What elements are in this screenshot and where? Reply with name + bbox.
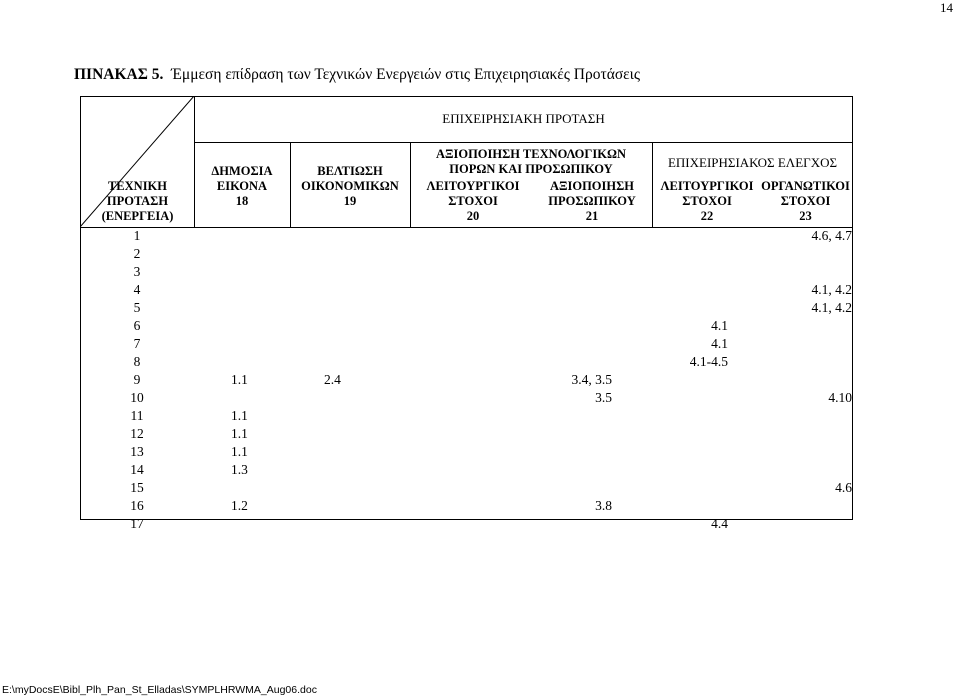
col-header-22 <box>652 179 762 224</box>
col-header-23-line-2: ΣΤΟΧΟΙ <box>780 194 831 208</box>
col-header-20 <box>410 179 536 224</box>
col-header-18-line-3: 18 <box>235 194 249 208</box>
cell-18: 1.3 <box>231 462 248 477</box>
footer-file-path: E:\myDocsE\Bibl_Plh_Pan_St_Elladas\SYMPLHRWMA_Aug06.doc <box>2 684 317 696</box>
row-number: 9 <box>133 372 141 387</box>
row-number: 5 <box>133 300 141 315</box>
cell-18: 1.1 <box>231 408 248 423</box>
col-header-19-line-2: ΟΙΚΟΝΟΜΙΚΩΝ <box>301 179 399 193</box>
row-number: 13 <box>130 444 144 459</box>
col-header-20-line-2: ΣΤΟΧΟΙ <box>448 194 498 208</box>
table-title-prefix: ΠΙΝΑΚΑΣ 5. <box>74 66 164 83</box>
cell-19: 2.4 <box>324 372 341 387</box>
row-number: 14 <box>130 462 144 477</box>
row-number: 15 <box>130 480 144 495</box>
row-number: 7 <box>133 336 141 351</box>
cell-18: 1.1 <box>231 444 248 459</box>
header-main-group: ΕΠΙΧΕΙΡΗΣΙΑΚΗ ΠΡΟΤΑΣΗ <box>442 111 605 126</box>
row-header-line-3: (ΕΝΕΡΓΕΙΑ) <box>101 209 174 223</box>
cell-22: 4.4 <box>711 516 728 531</box>
row-number: 8 <box>133 354 141 369</box>
group-header-resources-line-1: ΑΞΙΟΠΟΙΗΣΗ ΤΕΧΝΟΛΟΓΙΚΩΝ <box>436 147 626 161</box>
col-header-23-line-3: 23 <box>799 209 812 223</box>
col-header-18 <box>194 164 290 209</box>
col-header-20-line-3: 20 <box>466 209 480 223</box>
cell-22: 4.1 <box>711 318 728 333</box>
cell-23: 4.10 <box>828 390 852 405</box>
row-number: 1 <box>133 228 141 243</box>
col-header-21-line-1: ΑΞΙΟΠΟΙΗΣΗ <box>549 179 634 193</box>
col-header-21 <box>532 179 652 224</box>
header-divider <box>194 142 853 143</box>
cell-21: 3.5 <box>595 390 612 405</box>
row-header <box>80 179 195 224</box>
row-header-line-1: ΤΕΧΝΙΚΗ <box>107 179 168 193</box>
cell-23: 4.6, 4.7 <box>811 228 852 243</box>
group-header-control: ΕΠΙΧΕΙΡΗΣΙΑΚΟΣ ΕΛΕΓΧΟΣ <box>667 155 838 170</box>
col-header-21-line-2: ΠΡΟΣΩΠΙΚΟΥ <box>548 194 636 208</box>
col-header-19-line-1: ΒΕΛΤΙΩΣΗ <box>317 164 383 178</box>
row-number: 12 <box>130 426 144 441</box>
row-number: 2 <box>133 246 141 261</box>
cell-18: 1.1 <box>231 372 248 387</box>
row-number: 3 <box>133 264 141 279</box>
table-title <box>74 66 640 84</box>
page-number: 14 <box>940 0 953 15</box>
row-number: 16 <box>130 498 144 513</box>
row-number: 4 <box>133 282 141 297</box>
col-header-18-line-1: ΔΗΜΟΣΙΑ <box>211 164 273 178</box>
cell-22: 4.1 <box>711 336 728 351</box>
col-header-22-line-2: ΣΤΟΧΟΙ <box>682 194 732 208</box>
col-header-23-line-1: ΟΡΓΑΝΩΤΙΚΟΙ <box>761 179 850 193</box>
cell-18: 1.1 <box>231 426 248 441</box>
col-header-19 <box>290 164 410 209</box>
col-header-20-line-1: ΛΕΙΤΟΥΡΓΙΚΟΙ <box>426 179 520 193</box>
cell-18: 1.2 <box>231 498 248 513</box>
row-header-line-2: ΠΡΟΤΑΣΗ <box>106 194 169 208</box>
col-header-21-line-3: 21 <box>585 209 599 223</box>
cell-22: 4.1-4.5 <box>689 354 728 369</box>
table-title-text: Έμμεση επίδραση των Τεχνικών Ενεργειών στις Επιχειρησιακές Προτάσεις <box>171 66 640 83</box>
header-bottom-line <box>80 227 853 228</box>
col-header-19-line-3: 19 <box>343 194 357 208</box>
row-number: 11 <box>130 408 144 423</box>
cell-23: 4.1, 4.2 <box>811 300 852 315</box>
group-header-resources-line-2: ΠΟΡΩΝ ΚΑΙ ΠΡΟΣΩΠΙΚΟΥ <box>449 162 613 176</box>
cell-23: 4.1, 4.2 <box>811 282 852 297</box>
cell-23: 4.6 <box>835 480 852 495</box>
col-header-23 <box>758 179 853 224</box>
cell-21: 3.4, 3.5 <box>571 372 612 387</box>
col-header-22-line-1: ΛΕΙΤΟΥΡΓΙΚΟΙ <box>660 179 754 193</box>
cell-21: 3.8 <box>595 498 612 513</box>
row-number: 17 <box>130 516 144 531</box>
col-header-22-line-3: 22 <box>700 209 714 223</box>
row-number: 10 <box>130 390 144 405</box>
col-header-18-line-2: ΕΙΚΟΝΑ <box>216 179 268 193</box>
row-number: 6 <box>133 318 141 333</box>
group-header-resources <box>410 147 652 177</box>
